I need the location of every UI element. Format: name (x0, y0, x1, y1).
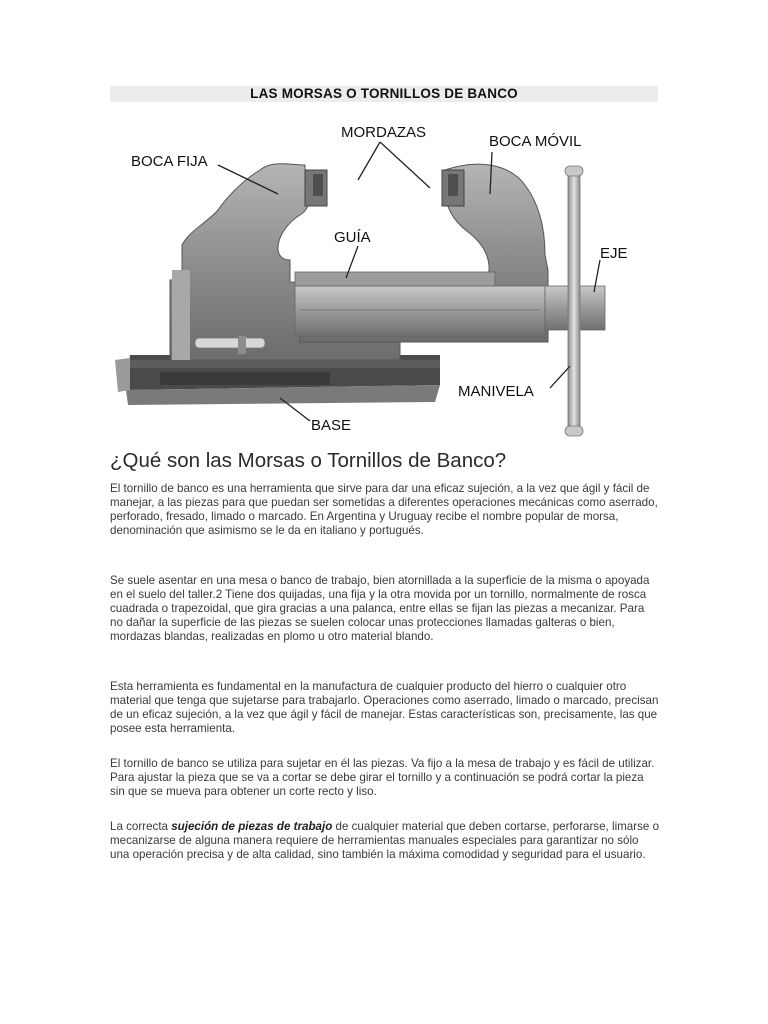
paragraph-2: Se suele asentar en una mesa o banco de trabajo, bien atornillada a la superficie de la misma o apoyada en el suelo del taller.2 Tiene dos quijadas, una fija y la otra movida por un tornillo, normalmente de rosca cuadrada o trapezoidal, que gira gracias a una palanca, entre ellas se fijan las piezas a mecanizar. Para no dañar la superficie de las piezas se suelen colocar unas protecciones llamadas galteras o bien, mordazas blandas, realizadas en plomo u otro material blando. (110, 574, 650, 643)
section-heading: ¿Qué son las Morsas o Tornillos de Banco? (110, 449, 507, 472)
label-eje: EJE (600, 245, 628, 262)
paragraph-5 (110, 820, 660, 862)
vise-base (115, 355, 440, 405)
paragraph-5-end: de cualquier material que deben cortarse, perforarse, limarse o mecanizarse de alguna manera requiere de herramientas manuales especiales para garantizar no sólo una operación precisa y de alta calidad, sino también la máxima comodidad y seguridad para el usuario. (110, 820, 660, 861)
label-base: BASE (311, 417, 352, 434)
label-boca-fija: BOCA FIJA (131, 153, 208, 170)
paragraph-1: El tornillo de banco es una herramienta que sirve para dar una eficaz sujeción, a la vez que ágil y fácil de manejar, a las piezas para que puedan ser sometidas a diferentes operaciones mecánicas como aserrado, perforado, fresado, limado o marcado. En Argentina y Uruguay recibe el nombre popular de morsa, denominación que asimismo se le da en italiano y portugués. (110, 482, 658, 537)
label-boca-movil: BOCA MÓVIL (489, 133, 582, 150)
paragraph-5-emphasis: sujeción de piezas de trabajo (171, 820, 333, 833)
label-mordazas: MORDAZAS (341, 124, 427, 141)
bench-vise-illustration (100, 110, 660, 440)
handle (565, 166, 583, 436)
paragraph-5-start: La correcta (110, 820, 172, 833)
label-manivela: MANIVELA (458, 383, 534, 400)
document-title: LAS MORSAS O TORNILLOS DE BANCO (110, 86, 658, 102)
paragraph-3: Esta herramienta es fundamental en la manufactura de cualquier producto del hierro o cualquier otro material que tenga que sujetarse para trabajarlo. Operaciones como aserrado, limado o marcado, precisan de un eficaz sujeción, a la vez que ágil y fácil de manejar. Estas características son, precisamente, las que posee esta herramienta. (110, 680, 659, 735)
paragraph-4: El tornillo de banco se utiliza para sujetar en él las piezas. Va fijo a la mesa de trabajo y es fácil de utilizar. Para ajustar la pieza que se va a cortar se debe girar el tornillo y a continuación se podrá cortar la pieza sin que se mueva para obtener un corte recto y liso. (110, 757, 655, 798)
bench-vise-diagram (100, 110, 660, 440)
label-guia: GUÍA (334, 229, 371, 246)
